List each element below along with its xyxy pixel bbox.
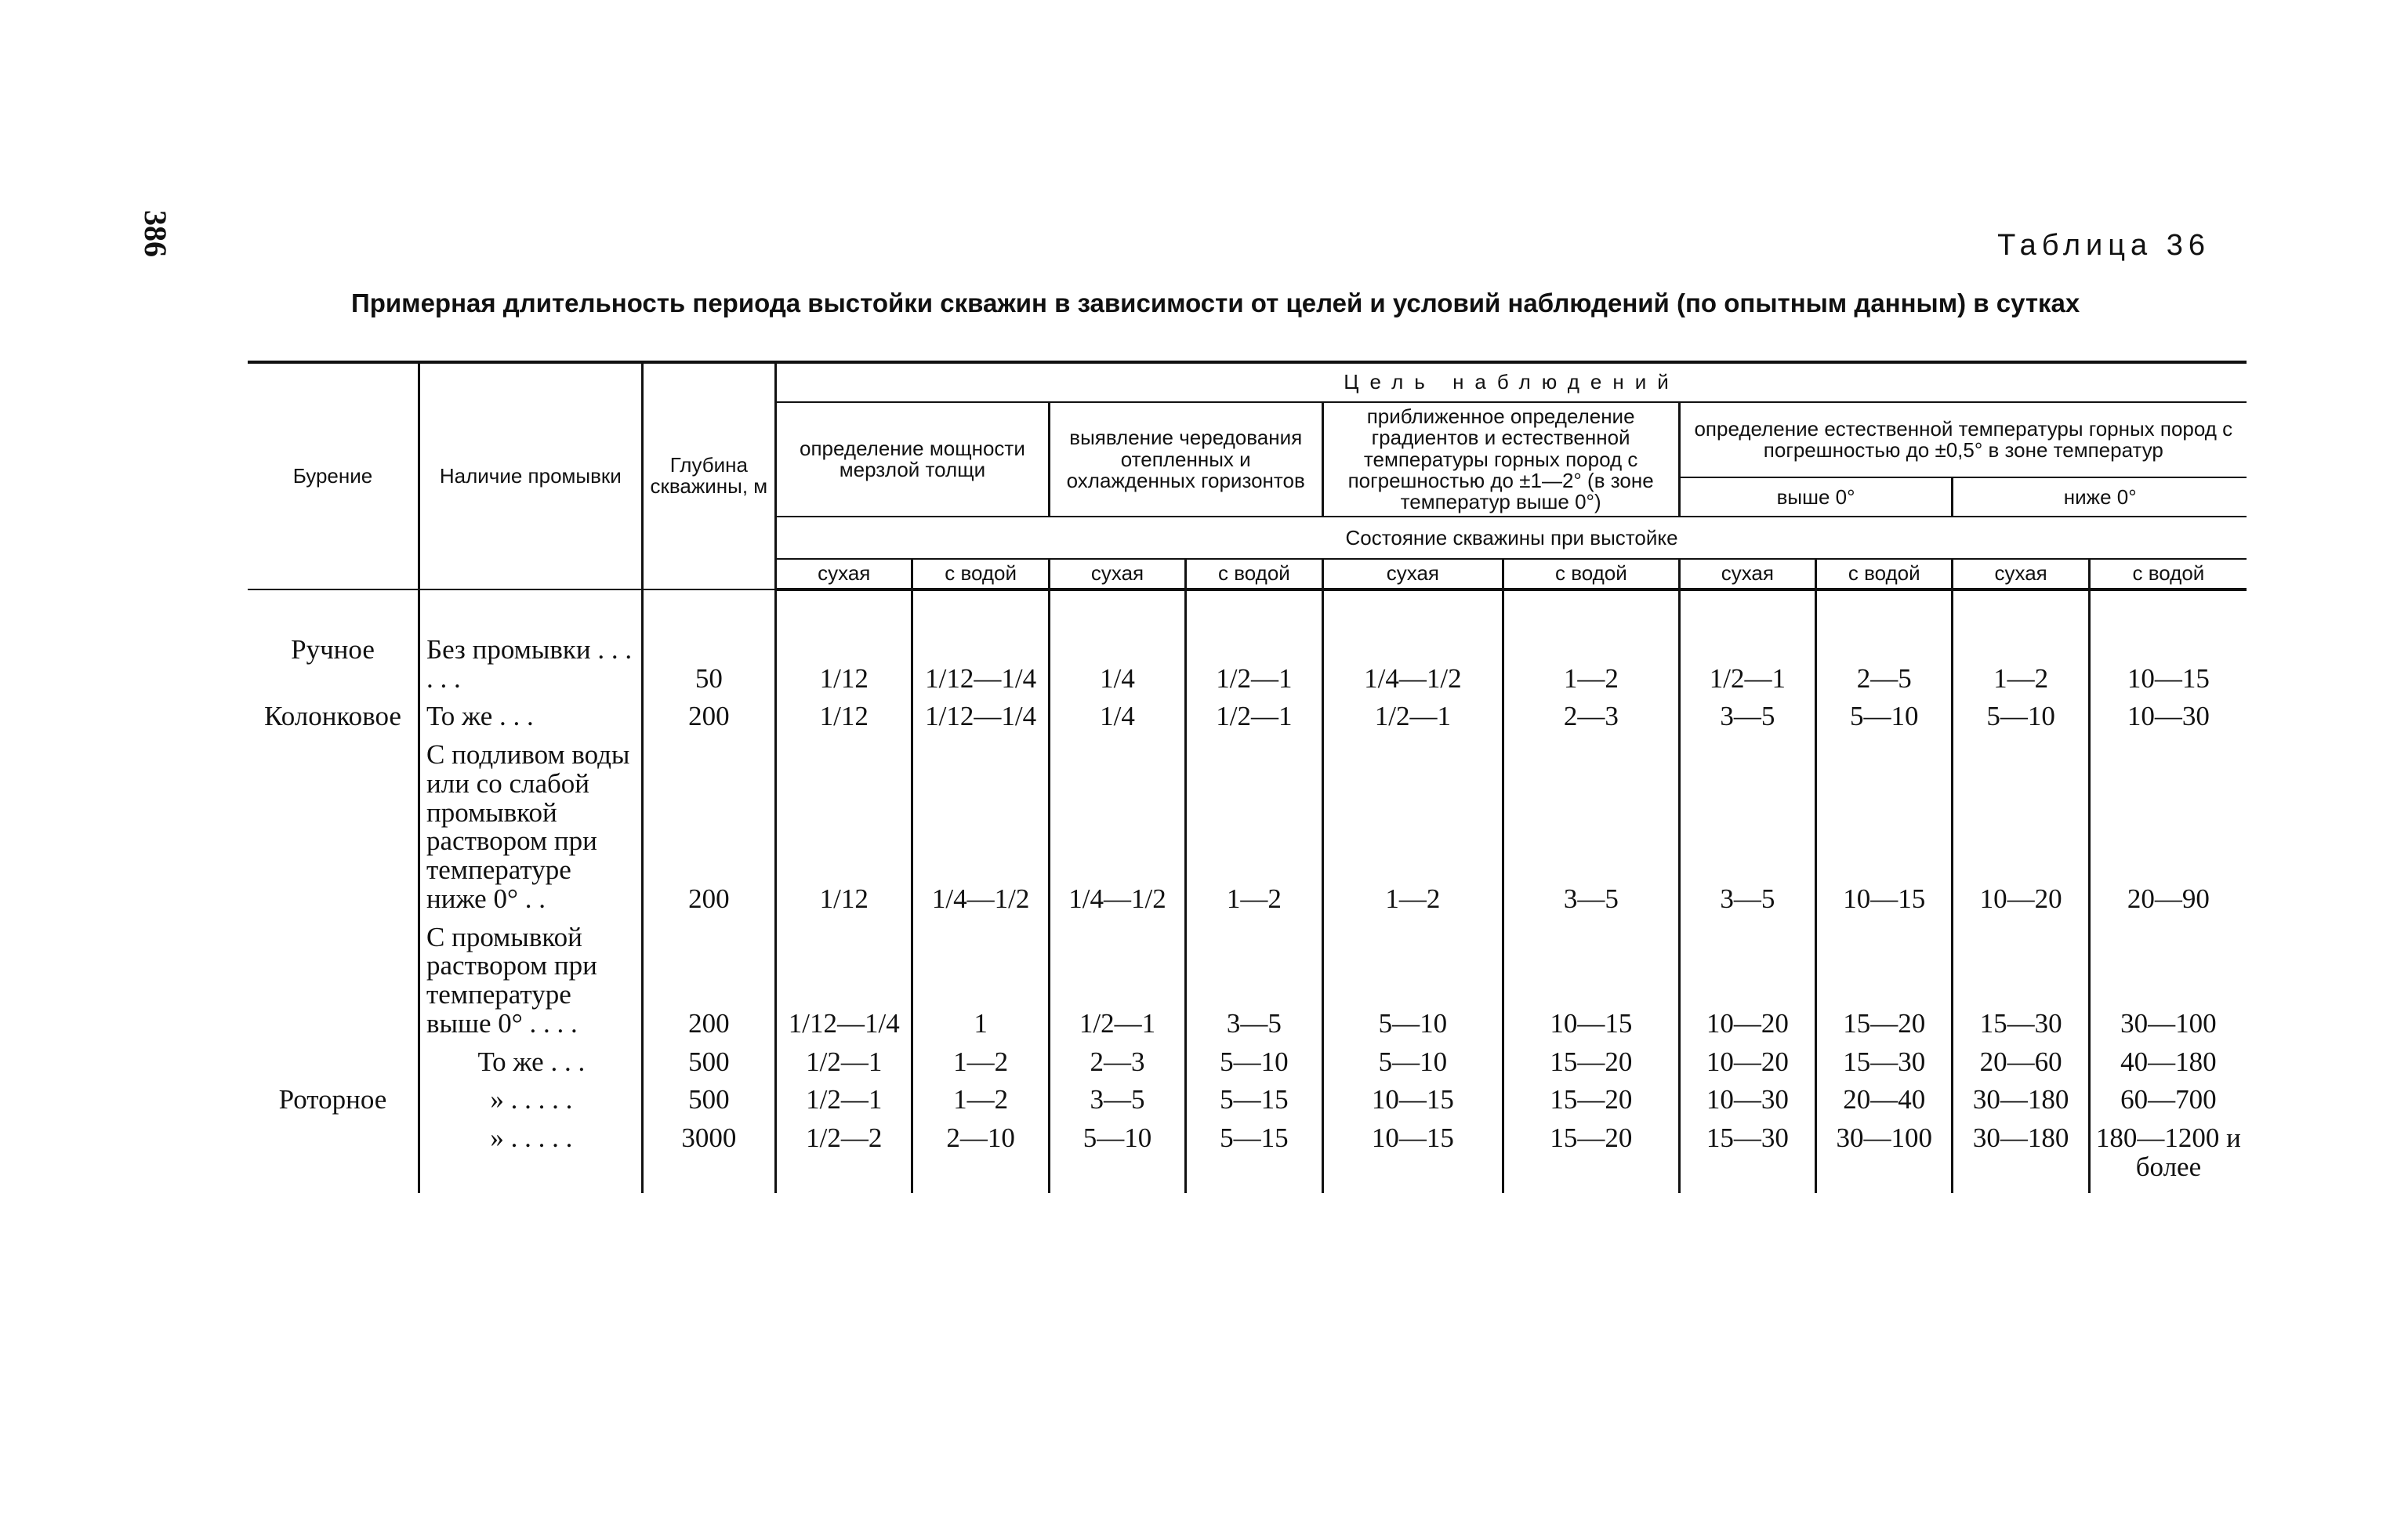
value-cell: 10—15 [1816, 736, 1953, 919]
header-goal-natural-temperature: определение естественной температуры горных пород с погрешностью до ±0,5° в зоне температур [1679, 402, 2247, 477]
value-cell: 2—5 [1816, 589, 1953, 698]
value-cell: 15—30 [1953, 919, 2089, 1043]
value-cell: 1/4—1/2 [1049, 736, 1185, 919]
value-cell: 10—20 [1953, 736, 2089, 919]
value-cell: 3—5 [1503, 736, 1680, 919]
value-cell: 1/4—1/2 [1322, 589, 1503, 698]
table-label: Таблица 36 [1997, 229, 2210, 262]
value-cell: 10—15 [1322, 1119, 1503, 1193]
header-dry: сухая [1049, 559, 1185, 589]
value-cell: 10—30 [2089, 698, 2247, 736]
depth-cell: 50 [642, 589, 775, 698]
value-cell: 5—10 [1322, 919, 1503, 1043]
header-dry: сухая [776, 559, 912, 589]
value-cell: 1/4 [1049, 589, 1185, 698]
drilling-cell: Ручное [248, 589, 419, 698]
flushing-cell: С промывкой раствором при температуре выше 0° . . . . [419, 919, 643, 1043]
value-cell: 30—100 [1816, 1119, 1953, 1193]
table-row [248, 1043, 2247, 1082]
flushing-cell: » . . . . . [419, 1119, 643, 1193]
value-cell: 30—180 [1953, 1119, 2089, 1193]
header-wet: с водой [912, 559, 1049, 589]
value-cell: 1—2 [1503, 589, 1680, 698]
table-row [248, 589, 2247, 698]
value-cell: 5—10 [1816, 698, 1953, 736]
value-cell: 1/4—1/2 [912, 736, 1049, 919]
value-cell: 15—20 [1503, 1043, 1680, 1082]
header-wet: с водой [1816, 559, 1953, 589]
drilling-cell [248, 736, 419, 919]
table-row [248, 1119, 2247, 1193]
table-row [248, 1081, 2247, 1119]
page-number: 386 [138, 210, 173, 257]
header-goal-gradients: приближенное определение градиентов и естественной температуры горных пород с погрешностью до ±1—2° (в зоне температур выше 0°) [1322, 402, 1679, 517]
value-cell: 10—20 [1679, 1043, 1815, 1082]
value-cell: 1/2—1 [776, 1043, 912, 1082]
drilling-cell: Колонковое [248, 698, 419, 736]
value-cell: 3—5 [1679, 698, 1815, 736]
value-cell: 15—30 [1816, 1043, 1953, 1082]
drilling-cell [248, 1043, 419, 1082]
header-goal-alternation: выявление чередования отепленных и охлажденных горизонтов [1049, 402, 1322, 517]
depth-cell: 3000 [642, 1119, 775, 1193]
value-cell: 10—15 [1322, 1081, 1503, 1119]
value-cell: 15—30 [1679, 1119, 1815, 1193]
header-wet: с водой [1186, 559, 1322, 589]
value-cell: 1/2—1 [1186, 698, 1322, 736]
value-cell: 15—20 [1503, 1081, 1680, 1119]
flushing-cell: То же . . . [419, 698, 643, 736]
flushing-cell: То же . . . [419, 1043, 643, 1082]
table-row [248, 698, 2247, 736]
header-wet: с водой [1503, 559, 1680, 589]
value-cell: 1/12—1/4 [776, 919, 912, 1043]
value-cell: 15—20 [1816, 919, 1953, 1043]
drilling-cell [248, 1119, 419, 1193]
value-cell: 5—10 [1953, 698, 2089, 736]
depth-cell: 200 [642, 698, 775, 736]
depth-cell: 200 [642, 919, 775, 1043]
header-dry: сухая [1679, 559, 1815, 589]
header-goal-thickness: определение мощности мерзлой толщи [776, 402, 1050, 517]
value-cell: 2—3 [1503, 698, 1680, 736]
depth-cell: 500 [642, 1081, 775, 1119]
value-cell: 10—15 [1503, 919, 1680, 1043]
value-cell: 1/2—1 [1186, 589, 1322, 698]
value-cell: 2—10 [912, 1119, 1049, 1193]
value-cell: 20—40 [1816, 1081, 1953, 1119]
value-cell: 10—30 [1679, 1081, 1815, 1119]
value-cell: 10—20 [1679, 919, 1815, 1043]
value-cell: 2—3 [1049, 1043, 1185, 1082]
drilling-cell [248, 919, 419, 1043]
value-cell: 1—2 [1186, 736, 1322, 919]
value-cell: 1/12 [776, 736, 912, 919]
header-dry: сухая [1322, 559, 1503, 589]
value-cell: 1/2—1 [1049, 919, 1185, 1043]
value-cell: 15—20 [1503, 1119, 1680, 1193]
depth-cell: 500 [642, 1043, 775, 1082]
value-cell: 20—90 [2089, 736, 2247, 919]
value-cell: 1/12—1/4 [912, 698, 1049, 736]
value-cell: 1—2 [912, 1081, 1049, 1119]
table-row [248, 919, 2247, 1043]
flushing-cell: С подливом воды или со слабой промывкой раствором при температуре ниже 0° . . [419, 736, 643, 919]
value-cell: 3—5 [1186, 919, 1322, 1043]
header-wet: с водой [2089, 559, 2247, 589]
value-cell: 1/2—1 [776, 1081, 912, 1119]
value-cell: 5—15 [1186, 1119, 1322, 1193]
value-cell: 40—180 [2089, 1043, 2247, 1082]
value-cell: 1—2 [1953, 589, 2089, 698]
header-temp-below: ниже 0° [1953, 477, 2247, 517]
value-cell: 1/2—1 [1322, 698, 1503, 736]
value-cell: 30—180 [1953, 1081, 2089, 1119]
value-cell: 1/2—2 [776, 1119, 912, 1193]
value-cell: 5—10 [1049, 1119, 1185, 1193]
value-cell: 1/4 [1049, 698, 1185, 736]
value-cell: 20—60 [1953, 1043, 2089, 1082]
header-state: Состояние скважины при выстойке [776, 517, 2247, 559]
value-cell: 1 [912, 919, 1049, 1043]
header-dry: сухая [1953, 559, 2089, 589]
value-cell: 1—2 [912, 1043, 1049, 1082]
header-flushing: Наличие промывки [419, 362, 643, 589]
value-cell: 1/2—1 [1679, 589, 1815, 698]
value-cell: 60—700 [2089, 1081, 2247, 1119]
table-title: Примерная длительность периода выстойки скважин в зависимости от целей и условий наблюдений (по опытным данным) в сутках [351, 288, 2080, 317]
drilling-cell: Роторное [248, 1081, 419, 1119]
value-cell: 5—15 [1186, 1081, 1322, 1119]
value-cell: 1—2 [1322, 736, 1503, 919]
value-cell: 1/12 [776, 698, 912, 736]
value-cell: 1/12—1/4 [912, 589, 1049, 698]
value-cell: 30—100 [2089, 919, 2247, 1043]
flushing-cell: Без промывки . . . . . . [419, 589, 643, 698]
value-cell: 5—10 [1186, 1043, 1322, 1082]
value-cell: 180—1200 и более [2089, 1119, 2247, 1193]
header-drilling: Бурение [248, 362, 419, 589]
header-depth: Глубина скважины, м [642, 362, 775, 589]
duration-table [248, 361, 2247, 1193]
value-cell: 1/12 [776, 589, 912, 698]
flushing-cell: » . . . . . [419, 1081, 643, 1119]
value-cell: 3—5 [1049, 1081, 1185, 1119]
value-cell: 3—5 [1679, 736, 1815, 919]
depth-cell: 200 [642, 736, 775, 919]
header-temp-above: выше 0° [1679, 477, 1953, 517]
table-row [248, 736, 2247, 919]
value-cell: 5—10 [1322, 1043, 1503, 1082]
value-cell: 10—15 [2089, 589, 2247, 698]
header-goal: Цель наблюдений [776, 362, 2247, 402]
